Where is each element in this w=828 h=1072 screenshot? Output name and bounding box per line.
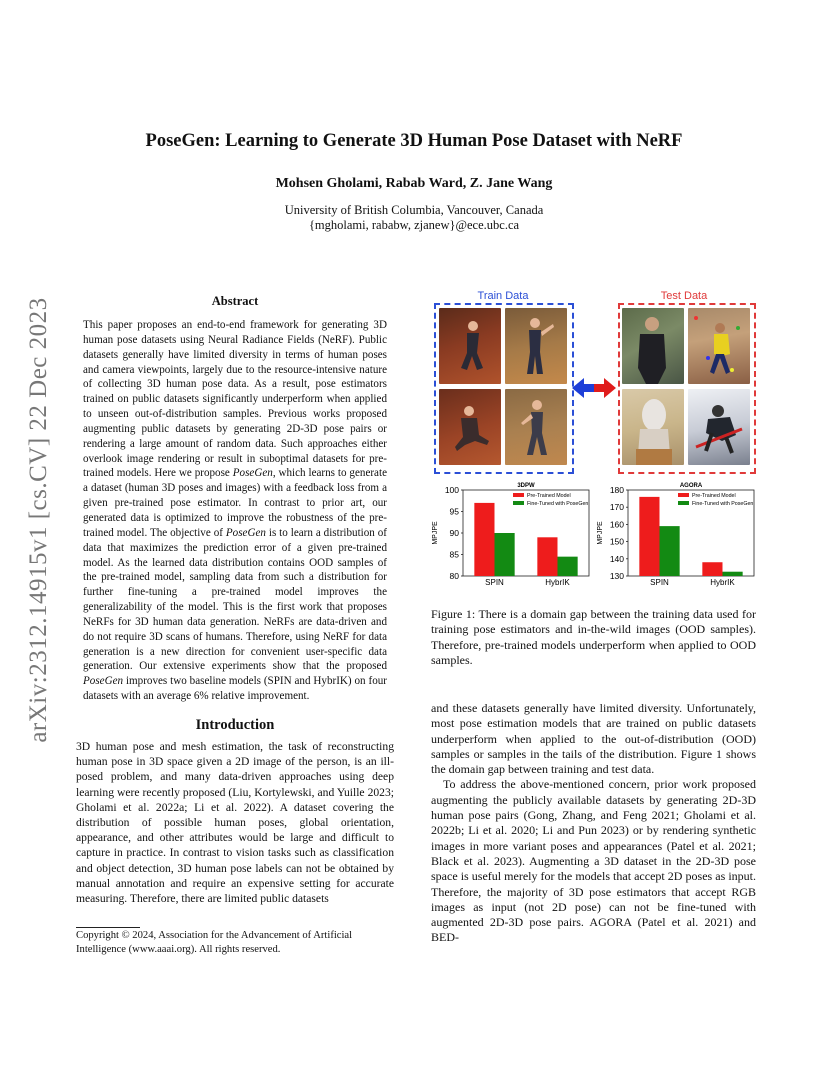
train-data-label: Train Data xyxy=(477,290,529,302)
chart-agora xyxy=(596,480,761,588)
bar-hybrik-finetuned xyxy=(558,557,578,576)
train-photo-2 xyxy=(505,308,567,384)
legend-entry: Pre-Trained Model xyxy=(527,493,571,499)
x-tick-label: HybrIK xyxy=(710,578,735,587)
legend-entry: Pre-Trained Model xyxy=(692,493,736,499)
x-tick-label: SPIN xyxy=(485,578,504,587)
bar-hybrik-finetuned xyxy=(723,572,743,576)
chart-title: 3DPW xyxy=(517,483,535,489)
figure-caption xyxy=(431,607,756,668)
double-arrow-icon xyxy=(572,376,616,400)
figure-1 xyxy=(431,288,761,588)
arxiv-stamp: arXiv:2312.14915v1 [cs.CV] 22 Dec 2023 xyxy=(25,297,52,743)
paper-title: PoseGen: Learning to Generate 3D Human Pose Dataset with NeRF xyxy=(145,131,683,151)
test-photo-2 xyxy=(688,308,750,384)
person-silhouette-icon xyxy=(622,308,684,384)
y-tick-label: 150 xyxy=(609,536,624,547)
y-tick-label: 130 xyxy=(609,571,624,581)
train-photo-4 xyxy=(505,389,567,465)
y-tick-label: 100 xyxy=(444,485,459,495)
y-tick-label: 90 xyxy=(449,528,459,538)
bar-hybrik-pretrained xyxy=(537,537,557,576)
climber-silhouette-icon xyxy=(688,308,750,384)
y-axis-label: MPJPE xyxy=(432,521,439,545)
train-photo-1 xyxy=(439,308,501,384)
person-silhouette-icon xyxy=(439,308,501,384)
bar-spin-pretrained xyxy=(474,503,494,576)
skier-silhouette-icon xyxy=(688,389,750,465)
chart-3dpw xyxy=(431,480,596,588)
y-tick-label: 80 xyxy=(449,571,459,581)
test-data-label: Test Data xyxy=(660,290,708,302)
copyright-footnote: Copyright © 2024, Association for the Advancement of Artificial Intelligence (www.aaai.org). All rights reserved. xyxy=(76,930,353,955)
bar-spin-finetuned xyxy=(495,533,515,576)
test-photo-4 xyxy=(688,389,750,465)
person-silhouette-icon xyxy=(622,389,684,465)
legend-entry: Fine-Tuned with PoseGen xyxy=(527,501,589,507)
y-axis-label: MPJPE xyxy=(597,521,604,545)
person-silhouette-icon xyxy=(505,308,567,384)
email-line: {mgholami, rababw, zjanew}@ece.ubc.ca xyxy=(308,218,520,232)
y-tick-label: 160 xyxy=(609,519,624,530)
intro-continued-paragraph: and these datasets generally have limited diversity. Unfortunately, most pose estimation models that are trained on public datasets underperform when applied to the out-of-distribution (OOD) samples or samples in the tails of the distribution. Figure 1 shows the domain gap between training and test data. xyxy=(431,701,756,777)
introduction-heading: Introduction xyxy=(195,717,275,733)
x-tick-label: SPIN xyxy=(650,578,669,587)
y-tick-label: 170 xyxy=(609,502,624,513)
paper-authors: Mohsen Gholami, Rabab Ward, Z. Jane Wang xyxy=(275,176,553,191)
test-photo-1 xyxy=(622,308,684,384)
train-photo-3 xyxy=(439,389,501,465)
abstract-heading: Abstract xyxy=(211,294,259,308)
x-tick-label: HybrIK xyxy=(545,578,570,587)
right-column-text xyxy=(431,701,756,946)
person-silhouette-icon xyxy=(439,389,501,465)
footnote-rule xyxy=(76,927,140,928)
y-tick-label: 85 xyxy=(449,549,459,560)
y-tick-label: 140 xyxy=(609,553,624,564)
affiliation xyxy=(0,203,828,233)
legend-swatch xyxy=(513,501,524,505)
introduction-text: 3D human pose and mesh estimation, the task of reconstructing human pose in 3D space given a 2D image of the person, is an ill-posed problem, and many data-driven approaches using deep learning were recently proposed (Liu, Kortylewski, and Yuille 2023; Gholami et al. 2022a; Li et al. 2022). A dataset covering the distribution of possible human poses, global orientation, appearance, and other attributes would be large and difficult to capture in practice. In contrast to vision tasks such as classification and object detection, 3D human pose labels can not be obtained by manual annotation and require an expensive setting for accurate measuring. Therefore, there are limited public datasets xyxy=(76,740,394,906)
legend-swatch xyxy=(678,501,689,505)
affiliation-line: University of British Columbia, Vancouver, Canada xyxy=(284,203,544,217)
person-silhouette-icon xyxy=(505,389,567,465)
legend-entry: Fine-Tuned with PoseGen xyxy=(692,501,754,507)
abstract-section xyxy=(76,294,394,704)
bar-spin-finetuned xyxy=(660,526,680,576)
legend-swatch xyxy=(678,493,689,497)
intro-paragraph-2: To address the above-mentioned concern, prior work proposed augmenting the publicly available datasets by generating 2D-3D human pose pairs (Gong, Zhang, and Feng 2021; Gholami et al. 2022b; Li et al. 2020; Li and Pun 2023) or by rendering synthetic images in more variant poses and appearances (Patel et al. 2021; Black et al. 2023). Augmenting a 3D dataset in the 2D-3D pose space is useful merely for the models that accept 2D poses as input. Therefore, the majority of 3D pose estimators that accept RGB images as input (not 2D pose) can not be fine-tuned with augmented 2D-3D pose pairs. AGORA (Patel et al. 2021) and BED- xyxy=(431,777,756,945)
test-photo-3 xyxy=(622,389,684,465)
chart-title: AGORA xyxy=(679,483,703,489)
figure-1-caption: Figure 1: There is a domain gap between the training data used for training pose estimators and in-the-wild images (OOD samples). Therefore, pre-trained models underperform when applied to OOD samples. xyxy=(431,607,756,667)
bar-hybrik-pretrained xyxy=(702,562,722,576)
abstract-text: This paper proposes an end-to-end framework for generating 3D human pose datasets using Neural Radiance Fields (NeRF). Public datasets generally have limited diversity in terms of human poses and camera viewpoints, largely due to the resource-intensive nature of collecting 3D human pose data. As a result, pose estimators trained on public datasets significantly underperform when applied to unseen out-of-distribution samples. Previous works proposed augmenting public datasets by generating 2D-3D pose pairs or rendering a large amount of random data. Such approaches either overlook image rendering or result in suboptimal datasets for pre-trained models. Here we propose PoseGen, which learns to generate a dataset (human 3D poses and images) with a feedback loss from a given pre-trained pose estimator. In contrast to prior art, our generated data is optimized to improve the robustness of the pre-trained model. The objective of PoseGen is to learn a distribution of data that maximizes the prediction error of a given pre-trained model. As the learned data distribution contains OOD samples of the pre-trained model, sampling data from such a distribution for further fine-tuning a pre-trained model improves the generalizability of the model. This is the first work that proposes NeRFs for 3D human data generation. NeRFs are data-driven and do not require 3D scans of humans. Therefore, using NeRF for data generation is a new direction for convenient user-specific data generation. Our extensive experiments show that the proposed PoseGen improves two baseline models (SPIN and HybrIK) on four datasets with an average 6% relative improvement. xyxy=(83,319,387,703)
legend-swatch xyxy=(513,493,524,497)
y-tick-label: 95 xyxy=(449,506,459,517)
y-tick-label: 180 xyxy=(609,485,624,495)
bar-spin-pretrained xyxy=(639,497,659,576)
introduction-section xyxy=(76,717,394,906)
